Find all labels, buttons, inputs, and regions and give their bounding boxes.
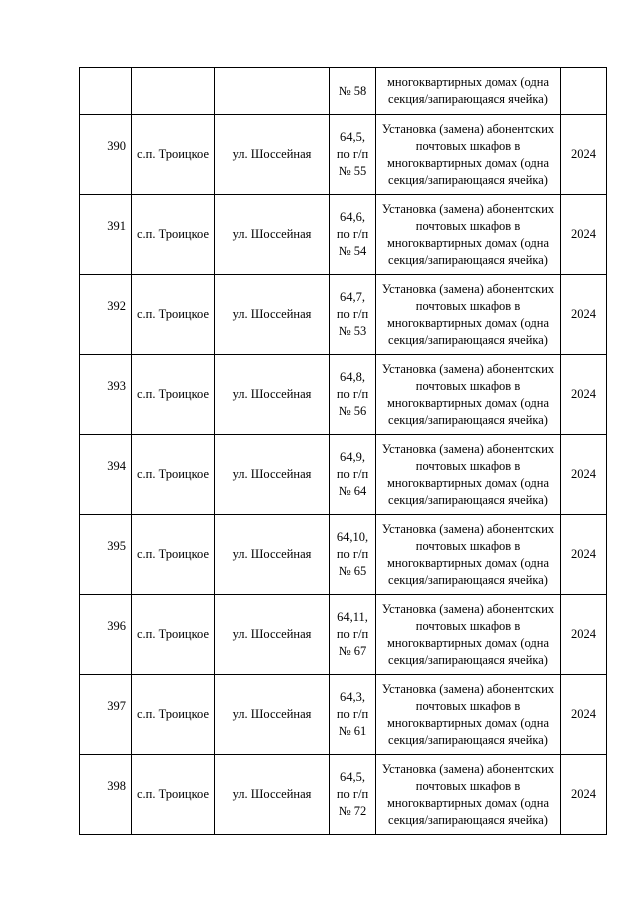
cell-work xyxy=(376,675,561,755)
cell-num xyxy=(80,675,132,755)
work-line: секция/запирающаяся ячейка) xyxy=(388,172,548,187)
work-line: почтовых шкафов в xyxy=(415,378,521,393)
cell-num xyxy=(80,275,132,355)
cell-settlement: с.п. Троицкое xyxy=(132,675,215,755)
work-line: многоквартирных домах (одна xyxy=(387,715,549,730)
cell-work xyxy=(376,195,561,275)
cell-house xyxy=(330,595,376,675)
work-line: секция/запирающаяся ячейка) xyxy=(388,652,548,667)
cell-house xyxy=(330,68,376,115)
address-table xyxy=(79,67,607,835)
cell-house xyxy=(330,435,376,515)
house-line: 64,6, xyxy=(340,210,365,224)
work-line: секция/запирающаяся ячейка) xyxy=(388,92,548,106)
cell-house xyxy=(330,675,376,755)
house-line: № 56 xyxy=(338,404,367,418)
work-line: Установка (замена) абонентских xyxy=(381,521,555,536)
work-line: многоквартирных домах (одна xyxy=(387,635,549,650)
cell-num xyxy=(80,435,132,515)
cell-year: 2024 xyxy=(561,755,607,835)
table-row xyxy=(80,68,607,115)
house-line: по г/п xyxy=(336,627,369,641)
house-line: 64,9, xyxy=(340,450,365,464)
work-line: Установка (замена) абонентских xyxy=(381,361,555,376)
cell-work xyxy=(376,115,561,195)
cell-settlement: с.п. Троицкое xyxy=(132,115,215,195)
cell-num xyxy=(80,115,132,195)
work-line: Установка (замена) абонентских xyxy=(381,681,555,696)
house-line: № 54 xyxy=(338,244,367,258)
work-line: секция/запирающаяся ячейка) xyxy=(388,332,548,347)
cell-year xyxy=(561,68,607,115)
cell-house xyxy=(330,355,376,435)
table-row xyxy=(80,195,607,275)
cell-street: ул. Шоссейная xyxy=(215,115,330,195)
work-line: многоквартирных домах (одна xyxy=(387,395,549,410)
cell-num xyxy=(80,595,132,675)
house-line: № 58 xyxy=(338,83,367,98)
house-line: № 72 xyxy=(338,804,367,818)
row-number: 393 xyxy=(107,379,126,393)
cell-year: 2024 xyxy=(561,595,607,675)
work-line: Установка (замена) абонентских xyxy=(381,441,555,456)
house-line: по г/п xyxy=(336,307,369,321)
cell-street: ул. Шоссейная xyxy=(215,195,330,275)
work-line: Установка (замена) абонентских xyxy=(381,761,555,776)
table-row xyxy=(80,435,607,515)
cell-year: 2024 xyxy=(561,435,607,515)
work-line: почтовых шкафов в xyxy=(415,138,521,153)
house-line: по г/п xyxy=(336,227,369,241)
work-line: секция/запирающаяся ячейка) xyxy=(388,492,548,507)
work-line: почтовых шкафов в xyxy=(415,538,521,553)
work-line: почтовых шкафов в xyxy=(415,698,521,713)
house-line: по г/п xyxy=(336,547,369,561)
table-row xyxy=(80,275,607,355)
cell-street: ул. Шоссейная xyxy=(215,595,330,675)
cell-num xyxy=(80,355,132,435)
cell-house xyxy=(330,755,376,835)
work-line: Установка (замена) абонентских xyxy=(381,121,555,136)
house-line: 64,8, xyxy=(340,370,365,384)
work-line: секция/запирающаяся ячейка) xyxy=(388,732,548,747)
work-line: почтовых шкафов в xyxy=(415,458,521,473)
row-number: 397 xyxy=(107,699,126,713)
table-row xyxy=(80,115,607,195)
cell-work xyxy=(376,355,561,435)
cell-settlement: с.п. Троицкое xyxy=(132,355,215,435)
cell-num xyxy=(80,68,132,115)
cell-settlement: с.п. Троицкое xyxy=(132,435,215,515)
cell-house xyxy=(330,275,376,355)
row-number: 391 xyxy=(107,219,126,233)
cell-work xyxy=(376,68,561,115)
work-line: Установка (замена) абонентских xyxy=(381,201,555,216)
cell-year: 2024 xyxy=(561,675,607,755)
cell-settlement: с.п. Троицкое xyxy=(132,515,215,595)
work-line: многоквартирных домах (одна xyxy=(387,795,549,810)
house-line: 64,3, xyxy=(340,690,365,704)
row-number: 394 xyxy=(107,459,126,473)
work-line: секция/запирающаяся ячейка) xyxy=(388,412,548,427)
cell-num xyxy=(80,755,132,835)
cell-street: ул. Шоссейная xyxy=(215,435,330,515)
cell-settlement: с.п. Троицкое xyxy=(132,275,215,355)
cell-street: ул. Шоссейная xyxy=(215,675,330,755)
cell-work xyxy=(376,755,561,835)
work-line: Установка (замена) абонентских xyxy=(381,281,555,296)
row-number: 390 xyxy=(107,139,126,153)
cell-settlement: с.п. Троицкое xyxy=(132,595,215,675)
house-line: по г/п xyxy=(336,467,369,481)
cell-work xyxy=(376,515,561,595)
cell-street: ул. Шоссейная xyxy=(215,275,330,355)
table-row xyxy=(80,675,607,755)
work-line: секция/запирающаяся ячейка) xyxy=(388,812,548,827)
house-line: № 64 xyxy=(338,484,367,498)
cell-street xyxy=(215,68,330,115)
table-row xyxy=(80,755,607,835)
cell-house xyxy=(330,515,376,595)
row-number: 396 xyxy=(107,619,126,633)
table-row xyxy=(80,355,607,435)
work-line: почтовых шкафов в xyxy=(415,618,521,633)
house-line: 64,7, xyxy=(340,290,365,304)
house-line: по г/п xyxy=(336,147,369,161)
cell-street: ул. Шоссейная xyxy=(215,515,330,595)
house-line: 64,10, xyxy=(336,530,369,544)
cell-street: ул. Шоссейная xyxy=(215,755,330,835)
house-line: № 55 xyxy=(338,164,367,178)
work-line: многоквартирных домах (одна xyxy=(387,475,549,490)
house-line: № 61 xyxy=(338,724,367,738)
cell-num xyxy=(80,195,132,275)
row-number: 395 xyxy=(107,539,126,553)
cell-year: 2024 xyxy=(561,515,607,595)
house-line: по г/п xyxy=(336,387,369,401)
cell-work xyxy=(376,435,561,515)
work-line: секция/запирающаяся ячейка) xyxy=(388,252,548,267)
work-line: почтовых шкафов в xyxy=(415,778,521,793)
row-number: 392 xyxy=(107,299,126,313)
house-line: № 53 xyxy=(338,324,367,338)
work-line: почтовых шкафов в xyxy=(415,298,521,313)
work-line: многоквартирных домах (одна xyxy=(387,235,549,250)
table-body xyxy=(80,68,607,835)
house-line: 64,5, xyxy=(340,770,365,784)
table-row xyxy=(80,595,607,675)
work-line: многоквартирных домах (одна xyxy=(387,555,549,570)
cell-settlement: с.п. Троицкое xyxy=(132,195,215,275)
work-line: многоквартирных домах (одна xyxy=(387,155,549,170)
cell-work xyxy=(376,595,561,675)
cell-settlement xyxy=(132,68,215,115)
cell-year: 2024 xyxy=(561,275,607,355)
cell-work xyxy=(376,275,561,355)
row-number: 398 xyxy=(107,779,126,793)
house-line: 64,11, xyxy=(337,610,368,624)
work-line: многоквартирных домах (одна xyxy=(387,315,549,330)
cell-year: 2024 xyxy=(561,115,607,195)
house-line: по г/п xyxy=(336,787,369,801)
cell-settlement: с.п. Троицкое xyxy=(132,755,215,835)
work-line: секция/запирающаяся ячейка) xyxy=(388,572,548,587)
house-line: № 67 xyxy=(338,644,367,658)
cell-year: 2024 xyxy=(561,355,607,435)
house-line: по г/п xyxy=(336,707,369,721)
work-line: многоквартирных домах (одна xyxy=(387,75,549,89)
table-row xyxy=(80,515,607,595)
work-line: почтовых шкафов в xyxy=(415,218,521,233)
cell-num xyxy=(80,515,132,595)
house-line: № 65 xyxy=(338,564,367,578)
work-line: Установка (замена) абонентских xyxy=(381,601,555,616)
house-line: 64,5, xyxy=(340,130,365,144)
cell-house xyxy=(330,115,376,195)
cell-year: 2024 xyxy=(561,195,607,275)
cell-street: ул. Шоссейная xyxy=(215,355,330,435)
cell-house xyxy=(330,195,376,275)
